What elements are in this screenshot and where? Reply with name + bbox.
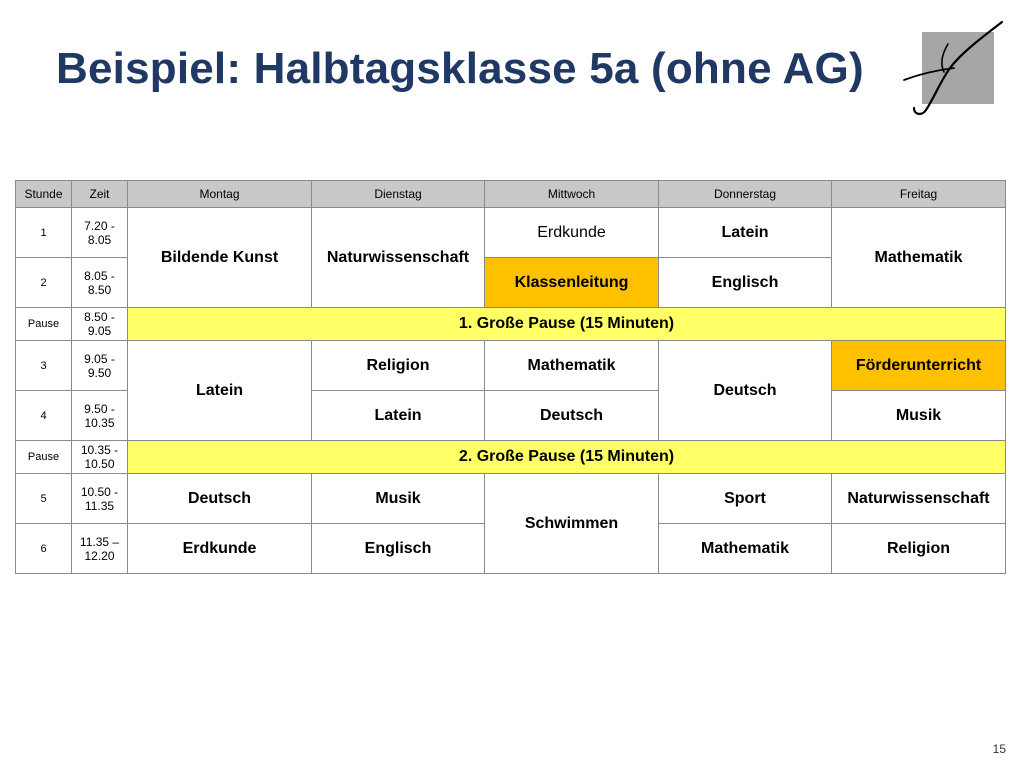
- timetable: [15, 180, 1006, 574]
- pause-row: [16, 441, 1006, 474]
- stunde-cell: 3: [16, 341, 72, 391]
- stunde-cell: 6: [16, 524, 72, 574]
- zeit-cell: 9.05 - 9.50: [72, 341, 128, 391]
- subject-cell: Englisch: [659, 258, 832, 308]
- zeit-cell: 11.35 – 12.20: [72, 524, 128, 574]
- subject-cell: Religion: [832, 524, 1006, 574]
- subject-cell: Deutsch: [485, 391, 659, 441]
- subject-cell: Latein: [659, 208, 832, 258]
- zeit-cell: 10.35 - 10.50: [72, 441, 128, 474]
- header-row: [16, 181, 1006, 208]
- zeit-cell: 7.20 - 8.05: [72, 208, 128, 258]
- subject-cell: Latein: [312, 391, 485, 441]
- page-number: 15: [992, 742, 1006, 756]
- subject-cell: Naturwissenschaft: [832, 474, 1006, 524]
- zeit-cell: 8.50 - 9.05: [72, 308, 128, 341]
- subject-cell: Mathematik: [485, 341, 659, 391]
- subject-cell-highlighted: Klassenleitung: [485, 258, 659, 308]
- subject-cell: Deutsch: [659, 341, 832, 441]
- pause-label: 1. Große Pause (15 Minuten): [128, 308, 1006, 341]
- header-mittwoch: Mittwoch: [485, 181, 659, 208]
- zeit-cell: 10.50 - 11.35: [72, 474, 128, 524]
- header-donnerstag: Donnerstag: [659, 181, 832, 208]
- header-zeit: Zeit: [72, 181, 128, 208]
- pause-label: 2. Große Pause (15 Minuten): [128, 441, 1006, 474]
- subject-cell: Schwimmen: [485, 474, 659, 574]
- subject-cell: Religion: [312, 341, 485, 391]
- subject-cell: Mathematik: [659, 524, 832, 574]
- subject-cell-highlighted: Förderunterricht: [832, 341, 1006, 391]
- zeit-cell: 8.05 - 8.50: [72, 258, 128, 308]
- stunde-cell: 4: [16, 391, 72, 441]
- subject-cell: Englisch: [312, 524, 485, 574]
- subject-cell: Musik: [312, 474, 485, 524]
- table-row: [16, 208, 1006, 258]
- subject-cell: Mathematik: [832, 208, 1006, 308]
- subject-cell: Sport: [659, 474, 832, 524]
- header-dienstag: Dienstag: [312, 181, 485, 208]
- page-title: Beispiel: Halbtagsklasse 5a (ohne AG): [56, 44, 864, 93]
- header-freitag: Freitag: [832, 181, 1006, 208]
- subject-cell: Erdkunde: [485, 208, 659, 258]
- stunde-cell: Pause: [16, 308, 72, 341]
- stunde-cell: 2: [16, 258, 72, 308]
- subject-cell: Musik: [832, 391, 1006, 441]
- zeit-cell: 9.50 - 10.35: [72, 391, 128, 441]
- subject-cell: Naturwissenschaft: [312, 208, 485, 308]
- subject-cell: Bildende Kunst: [128, 208, 312, 308]
- table-row: [16, 341, 1006, 391]
- header-stunde: Stunde: [16, 181, 72, 208]
- subject-cell: Erdkunde: [128, 524, 312, 574]
- subject-cell: Latein: [128, 341, 312, 441]
- pause-row: [16, 308, 1006, 341]
- stunde-cell: 5: [16, 474, 72, 524]
- school-logo: [898, 18, 1008, 118]
- header-montag: Montag: [128, 181, 312, 208]
- table-row: [16, 474, 1006, 524]
- stunde-cell: 1: [16, 208, 72, 258]
- stunde-cell: Pause: [16, 441, 72, 474]
- subject-cell: Deutsch: [128, 474, 312, 524]
